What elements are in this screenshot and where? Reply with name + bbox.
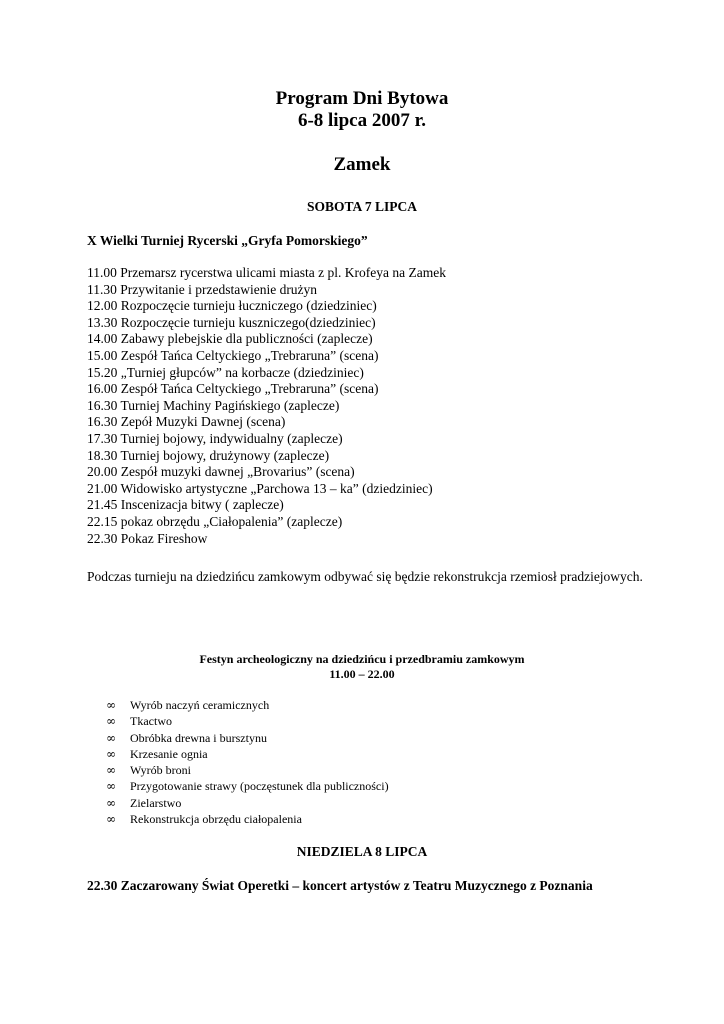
list-item-label: Przygotowanie strawy (poczęstunek dla publiczności) <box>130 779 389 794</box>
festyn-title: Festyn archeologiczny na dziedzińcu i przedbramiu zamkowym <box>199 652 525 666</box>
festyn-list <box>106 697 389 827</box>
schedule-item: 14.00 Zabawy plebejskie dla publiczności (zaplecze) <box>87 331 373 347</box>
page-title: Program Dni Bytowa <box>275 88 449 109</box>
schedule-item: 11.00 Przemarsz rycerstwa ulicami miasta z pl. Krofeya na Zamek <box>87 265 446 280</box>
sunday-heading: NIEDZIELA 8 LIPCA <box>296 844 428 859</box>
schedule-item: 16.30 Turniej Machiny Pagińskiego (zaplecze) <box>87 397 340 413</box>
schedule-item: 21.00 Widowisko artystyczne „Parchowa 13 – ka” (dziedziniec) <box>87 480 433 496</box>
venue-heading: Zamek <box>333 154 391 175</box>
saturday-heading: SOBOTA 7 LIPCA <box>306 199 418 214</box>
schedule-item: 13.30 Rozpoczęcie turnieju kuszniczego(dziedziniec) <box>87 314 376 330</box>
infinity-bullet-icon: ∞ <box>106 714 116 729</box>
festyn-heading <box>0 652 724 682</box>
list-item <box>106 713 389 729</box>
schedule-item: 12.00 Rozpoczęcie turnieju łuczniczego (dziedziniec) <box>87 298 377 314</box>
list-item <box>106 778 389 794</box>
list-item-label: Zielarstwo <box>130 795 182 810</box>
schedule-item: 16.30 Zepół Muzyki Dawnej (scena) <box>87 414 286 430</box>
schedule-item: 11.30 Przywitanie i przedstawienie drużyn <box>87 281 318 297</box>
list-item <box>106 730 389 746</box>
infinity-bullet-icon: ∞ <box>106 730 116 745</box>
list-item-label: Wyrób broni <box>130 763 191 778</box>
list-item <box>106 795 389 811</box>
list-item-label: Rekonstrukcja obrzędu ciałopalenia <box>130 812 302 827</box>
list-item <box>106 746 389 762</box>
infinity-bullet-icon: ∞ <box>106 763 116 778</box>
list-item <box>106 697 389 713</box>
infinity-bullet-icon: ∞ <box>106 795 116 810</box>
schedule-item: 15.20 „Turniej głupców” na korbacze (dziedziniec) <box>87 364 364 380</box>
schedule-item: 15.00 Zespół Tańca Celtyckiego „Trebraruna” (scena) <box>87 347 379 363</box>
infinity-bullet-icon: ∞ <box>106 812 116 827</box>
sunday-event: 22.30 Zaczarowany Świat Operetki – koncert artystów z Teatru Muzycznego z Poznania <box>87 878 593 893</box>
list-item <box>106 811 389 827</box>
list-item-label: Obróbka drewna i bursztynu <box>130 730 267 745</box>
event-dates: 6-8 lipca 2007 r. <box>297 110 427 131</box>
list-item-label: Tkactwo <box>130 714 172 729</box>
crafts-note: Podczas turnieju na dziedzińcu zamkowym odbywać się będzie rekonstrukcja rzemiosł pradziejowych. <box>87 569 643 584</box>
schedule-item: 16.00 Zespół Tańca Celtyckiego „Trebraruna” (scena) <box>87 381 379 397</box>
tournament-title: X Wielki Turniej Rycerski „Gryfa Pomorskiego” <box>87 233 368 248</box>
schedule-item: 18.30 Turniej bojowy, drużynowy (zaplecze) <box>87 447 330 463</box>
title-block <box>0 88 724 132</box>
infinity-bullet-icon: ∞ <box>106 779 116 794</box>
schedule-item: 20.00 Zespół muzyki dawnej „Brovarius” (scena) <box>87 464 355 480</box>
list-item-label: Krzesanie ognia <box>130 746 208 761</box>
infinity-bullet-icon: ∞ <box>106 698 116 712</box>
festyn-hours: 11.00 – 22.00 <box>329 667 395 681</box>
schedule-item: 22.15 pokaz obrzędu „Ciałopalenia” (zaplecze) <box>87 513 343 529</box>
infinity-bullet-icon: ∞ <box>106 746 116 761</box>
saturday-schedule <box>87 265 446 547</box>
schedule-item: 17.30 Turniej bojowy, indywidualny (zaplecze) <box>87 430 343 446</box>
schedule-item: 21.45 Inscenizacja bitwy ( zaplecze) <box>87 497 284 513</box>
schedule-item: 22.30 Pokaz Fireshow <box>87 530 208 546</box>
list-item-label: Wyrób naczyń ceramicznych <box>130 698 270 712</box>
list-item <box>106 762 389 778</box>
